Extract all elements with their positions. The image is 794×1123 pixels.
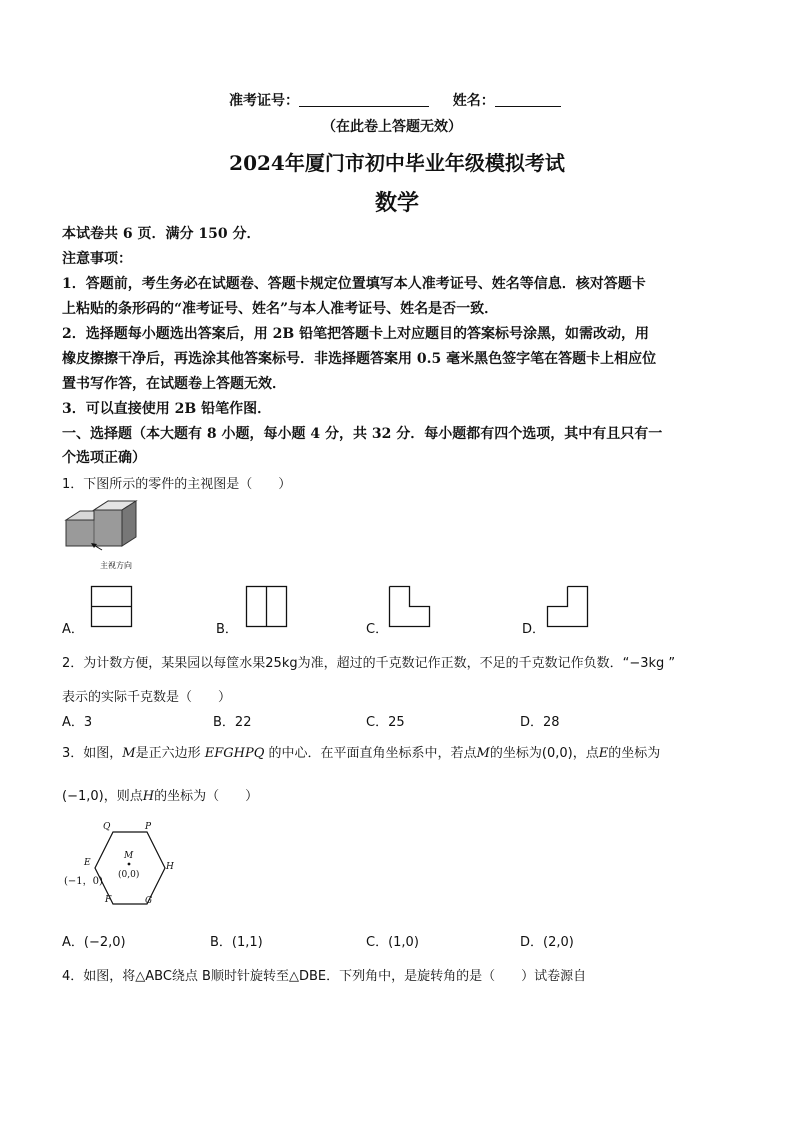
q3-option-d: D．(2,0) [520, 935, 574, 950]
q3-stem-line2 [62, 785, 258, 804]
exam-id-blank [299, 92, 429, 107]
notes-title: 注意事项： [62, 251, 132, 267]
name-blank [495, 92, 561, 107]
q3-vertex-g: G [145, 896, 153, 906]
q3-center-m: M [124, 851, 134, 861]
q3-text: 是正六边形 [135, 746, 201, 761]
q3-vertex-e: E [84, 858, 91, 868]
q3-option-a: A．(−2,0) [62, 935, 126, 950]
q2-stem-line1: 2．为计数方便，某果园以每筐水果25kg为准，超过的千克数记作正数，不足的千克数记作负数．“−3kg ” [62, 656, 676, 671]
q3-stem-line1 [62, 742, 660, 761]
q1-option-b-label: B． [216, 622, 238, 637]
q3-vertex-h: H [166, 862, 174, 872]
exam-id-field [229, 90, 561, 110]
q3-text: ，点 [572, 746, 599, 761]
q3-var-m: M [122, 746, 136, 761]
q3-e-coordinate: (−1,0) [62, 789, 104, 804]
note-line: 3．可以直接使用 2B 铅笔作图． [62, 401, 272, 417]
q3-e-coord-label: (−1，0) [64, 876, 103, 887]
q3-var-m: M [476, 746, 490, 761]
q3-text: 的坐标为（ ） [154, 789, 259, 804]
q2-stem-line2: 表示的实际千克数是（ ） [62, 690, 232, 705]
q3-text: ，则点 [103, 789, 143, 804]
q4-stem: 4．如图，将△ABC绕点 B顺时针旋转至△DBE．下列角中，是旋转角的是（ ）试卷源自 [62, 969, 587, 984]
q2-option-b: B．22 [213, 715, 252, 730]
q1-option-a-figure [91, 586, 133, 628]
q1-view-label: 主视方向 [100, 561, 132, 570]
q3-var-h: H [142, 789, 155, 804]
q3-vertex-f: F [105, 895, 112, 905]
q3-hexagon-name: EFGHPQ [204, 746, 265, 761]
q3-vertex-p: P [145, 822, 152, 832]
subject-title: 数学 [374, 190, 419, 216]
note-line: 上粘贴的条形码的“准考证号、姓名”与本人准考证号、姓名是否一致． [62, 301, 499, 317]
section-heading: 个选项正确） [62, 450, 146, 466]
q3-text: 的坐标为 [489, 746, 542, 761]
q3-var-e: E [598, 746, 609, 761]
exam-id-label: 准考证号： [229, 93, 299, 109]
page-title: 2024年厦门市初中毕业年级模拟考试 [229, 151, 565, 175]
note-line: 橡皮擦擦干净后，再选涂其他答案标号．非选择题答案用 0.5 毫米黑色签字笔在答题卡上相应位 [62, 351, 657, 367]
q3-text: 的中心．在平面直角坐标系中，若点 [268, 746, 477, 761]
q1-option-c-label: C． [366, 622, 389, 637]
q1-option-d-label: D． [522, 622, 546, 637]
q1-option-a-label: A． [62, 622, 84, 637]
intro-line: 本试卷共 6 页．满分 150 分． [62, 226, 261, 242]
q3-m-coordinate: (0,0) [541, 746, 573, 761]
note-line: 1．答题前，考生务必在试题卷、答题卡规定位置填写本人准考证号、姓名等信息．核对答题卡 [62, 276, 646, 292]
note-line: 2．选择题每小题选出答案后，用 2B 铅笔把答题卡上对应题目的答案标号涂黑，如需改动，用 [62, 326, 650, 342]
section-heading: 一、选择题（本大题有 8 小题，每小题 4 分，共 32 分．每小题都有四个选项，其中有且只有一 [62, 426, 663, 442]
q2-option-a: A．3 [62, 715, 93, 730]
q1-stem: 1．下图所示的零件的主视图是（ ） [62, 477, 292, 492]
q3-option-b: B．(1,1) [210, 935, 263, 950]
q3-text: 的坐标为 [608, 746, 661, 761]
q2-option-d: D．28 [520, 715, 560, 730]
q1-option-d-figure [547, 586, 589, 628]
q1-option-b-figure [246, 586, 288, 628]
name-label: 姓名： [452, 93, 495, 109]
q3-vertex-q: Q [103, 822, 111, 832]
q3-option-c: C．(1,0) [366, 935, 419, 950]
invalid-note: （在此卷上答题无效） [322, 119, 462, 135]
q3-text: 3．如图， [62, 746, 123, 761]
note-line: 置书写作答，在试题卷上答题无效． [62, 376, 286, 392]
q3-center-coord: (0,0) [118, 870, 140, 880]
q1-option-c-figure [389, 586, 431, 628]
q2-option-c: C．25 [366, 715, 405, 730]
